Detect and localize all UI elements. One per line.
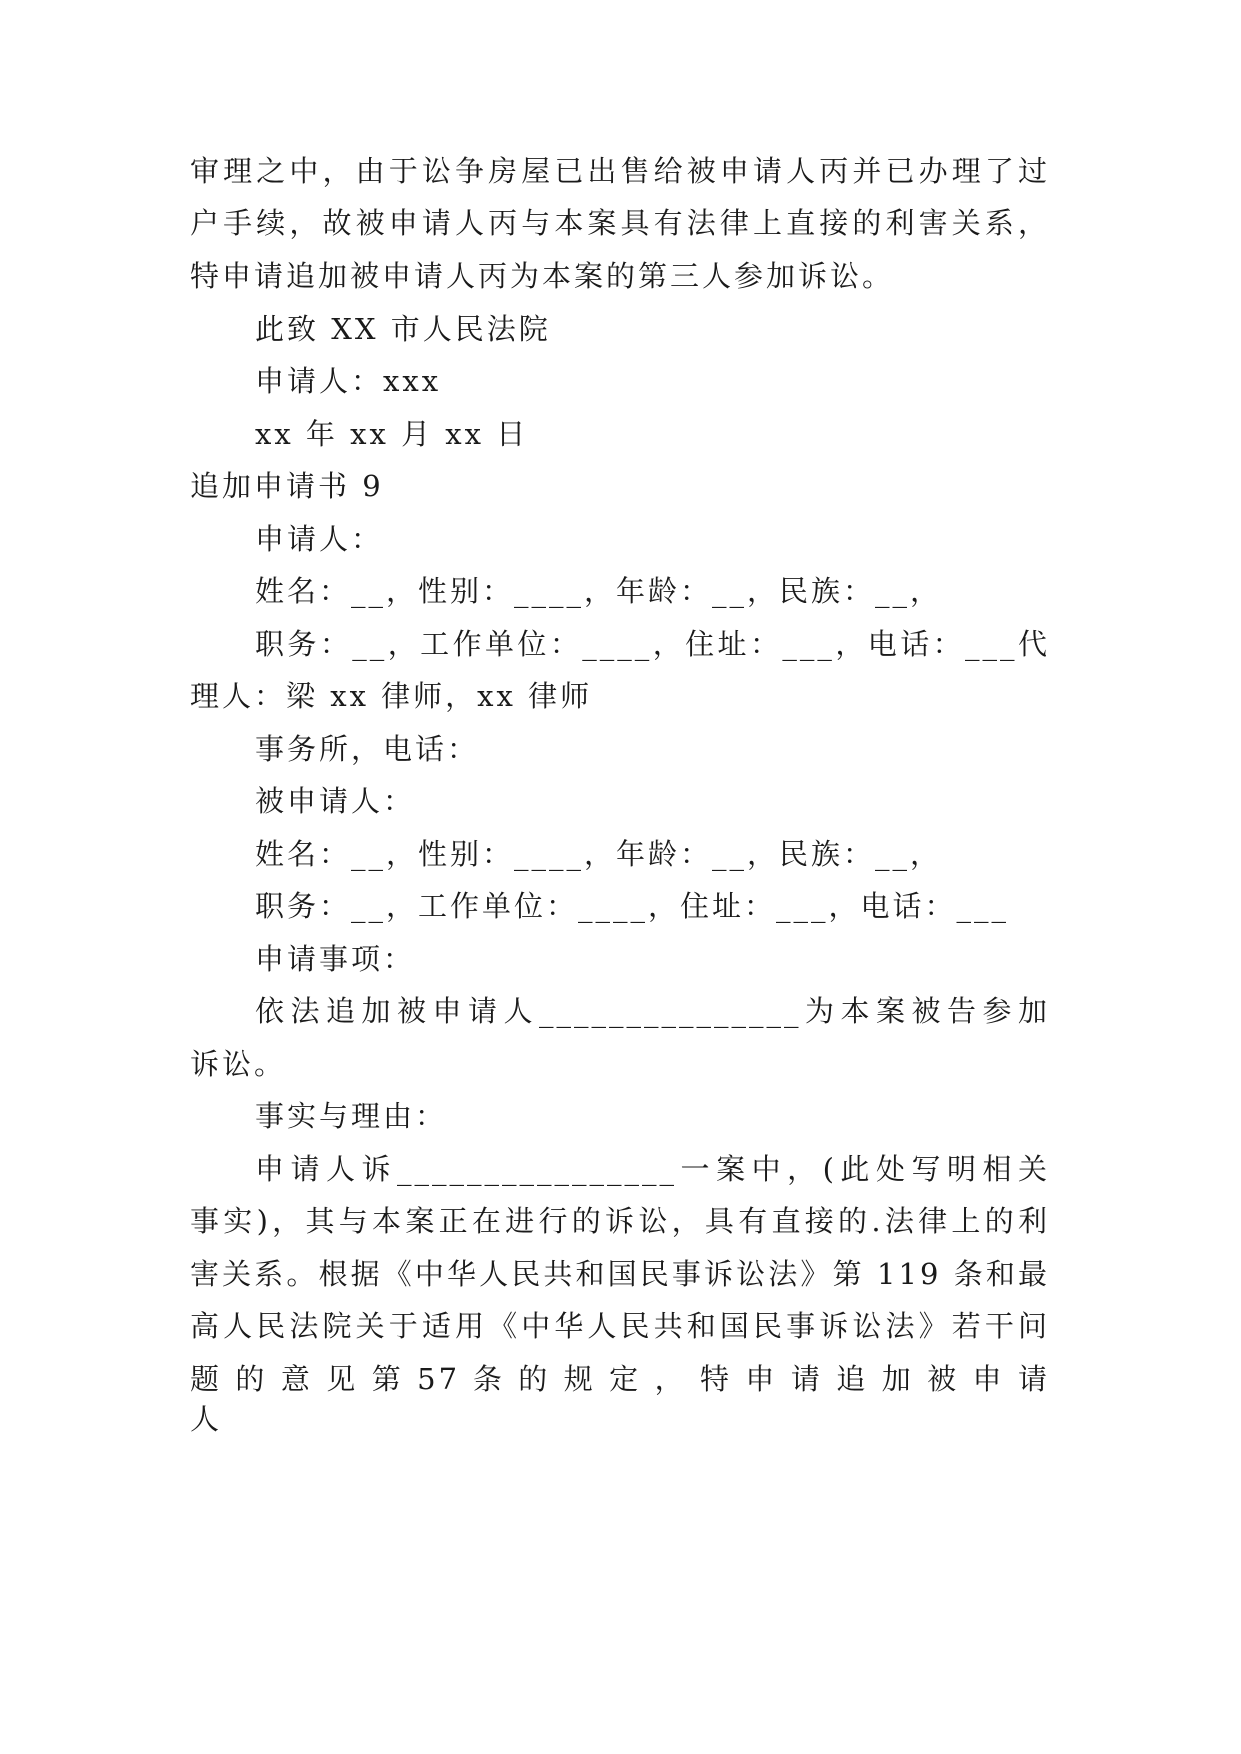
text-line: xx 年 xx 月 xx 日 [255,417,529,451]
text-line: 害关系。根据《中华人民共和国民事诉讼法》第 119 条和最 [190,1257,1050,1291]
text-line: 户手续，故被申请人丙与本案具有法律上直接的利害关系， [190,206,1050,240]
text-line: 申请人：xxx [255,364,442,398]
text-line: 此致 XX 市人民法院 [255,312,551,346]
text-line: 依法追加被申请人_______________为本案被告参加 [255,994,1050,1028]
text-line: 姓名：__，性别：____，年龄：__，民族：__， [255,837,943,871]
text-line: 题 的 意 见 第 57 条 的 规 定 ， 特 申 请 追 加 被 申 请 人 [190,1362,1050,1436]
text-line: 事实)，其与本案正在进行的诉讼，具有直接的.法律上的利 [190,1204,1050,1238]
text-line: 事实与理由： [255,1099,448,1133]
text-line: 申请人诉________________一案中，(此处写明相关 [255,1152,1050,1186]
text-line: 职务：__，工作单位：____，住址：___，电话：___代 [255,627,1050,661]
text-line: 申请人： [255,522,384,556]
text-line: 审理之中，由于讼争房屋已出售给被申请人丙并已办理了过 [190,154,1050,188]
text-line: 诉讼。 [190,1047,287,1081]
text-line: 高人民法院关于适用《中华人民共和国民事诉讼法》若干问 [190,1309,1050,1343]
text-line: 事务所，电话： [255,732,480,766]
text-line: 特申请追加被申请人丙为本案的第三人参加诉讼。 [190,259,895,293]
text-line: 理人：梁 xx 律师，xx 律师 [190,679,593,713]
text-line: 申请事项： [255,942,416,976]
text-line: 被申请人： [255,784,416,818]
text-line: 姓名：__，性别：____，年龄：__，民族：__， [255,574,943,608]
section-heading: 追加申请书 9 [190,469,384,503]
text-line: 职务：__，工作单位：____，住址：___，电话：___ [255,889,1010,923]
